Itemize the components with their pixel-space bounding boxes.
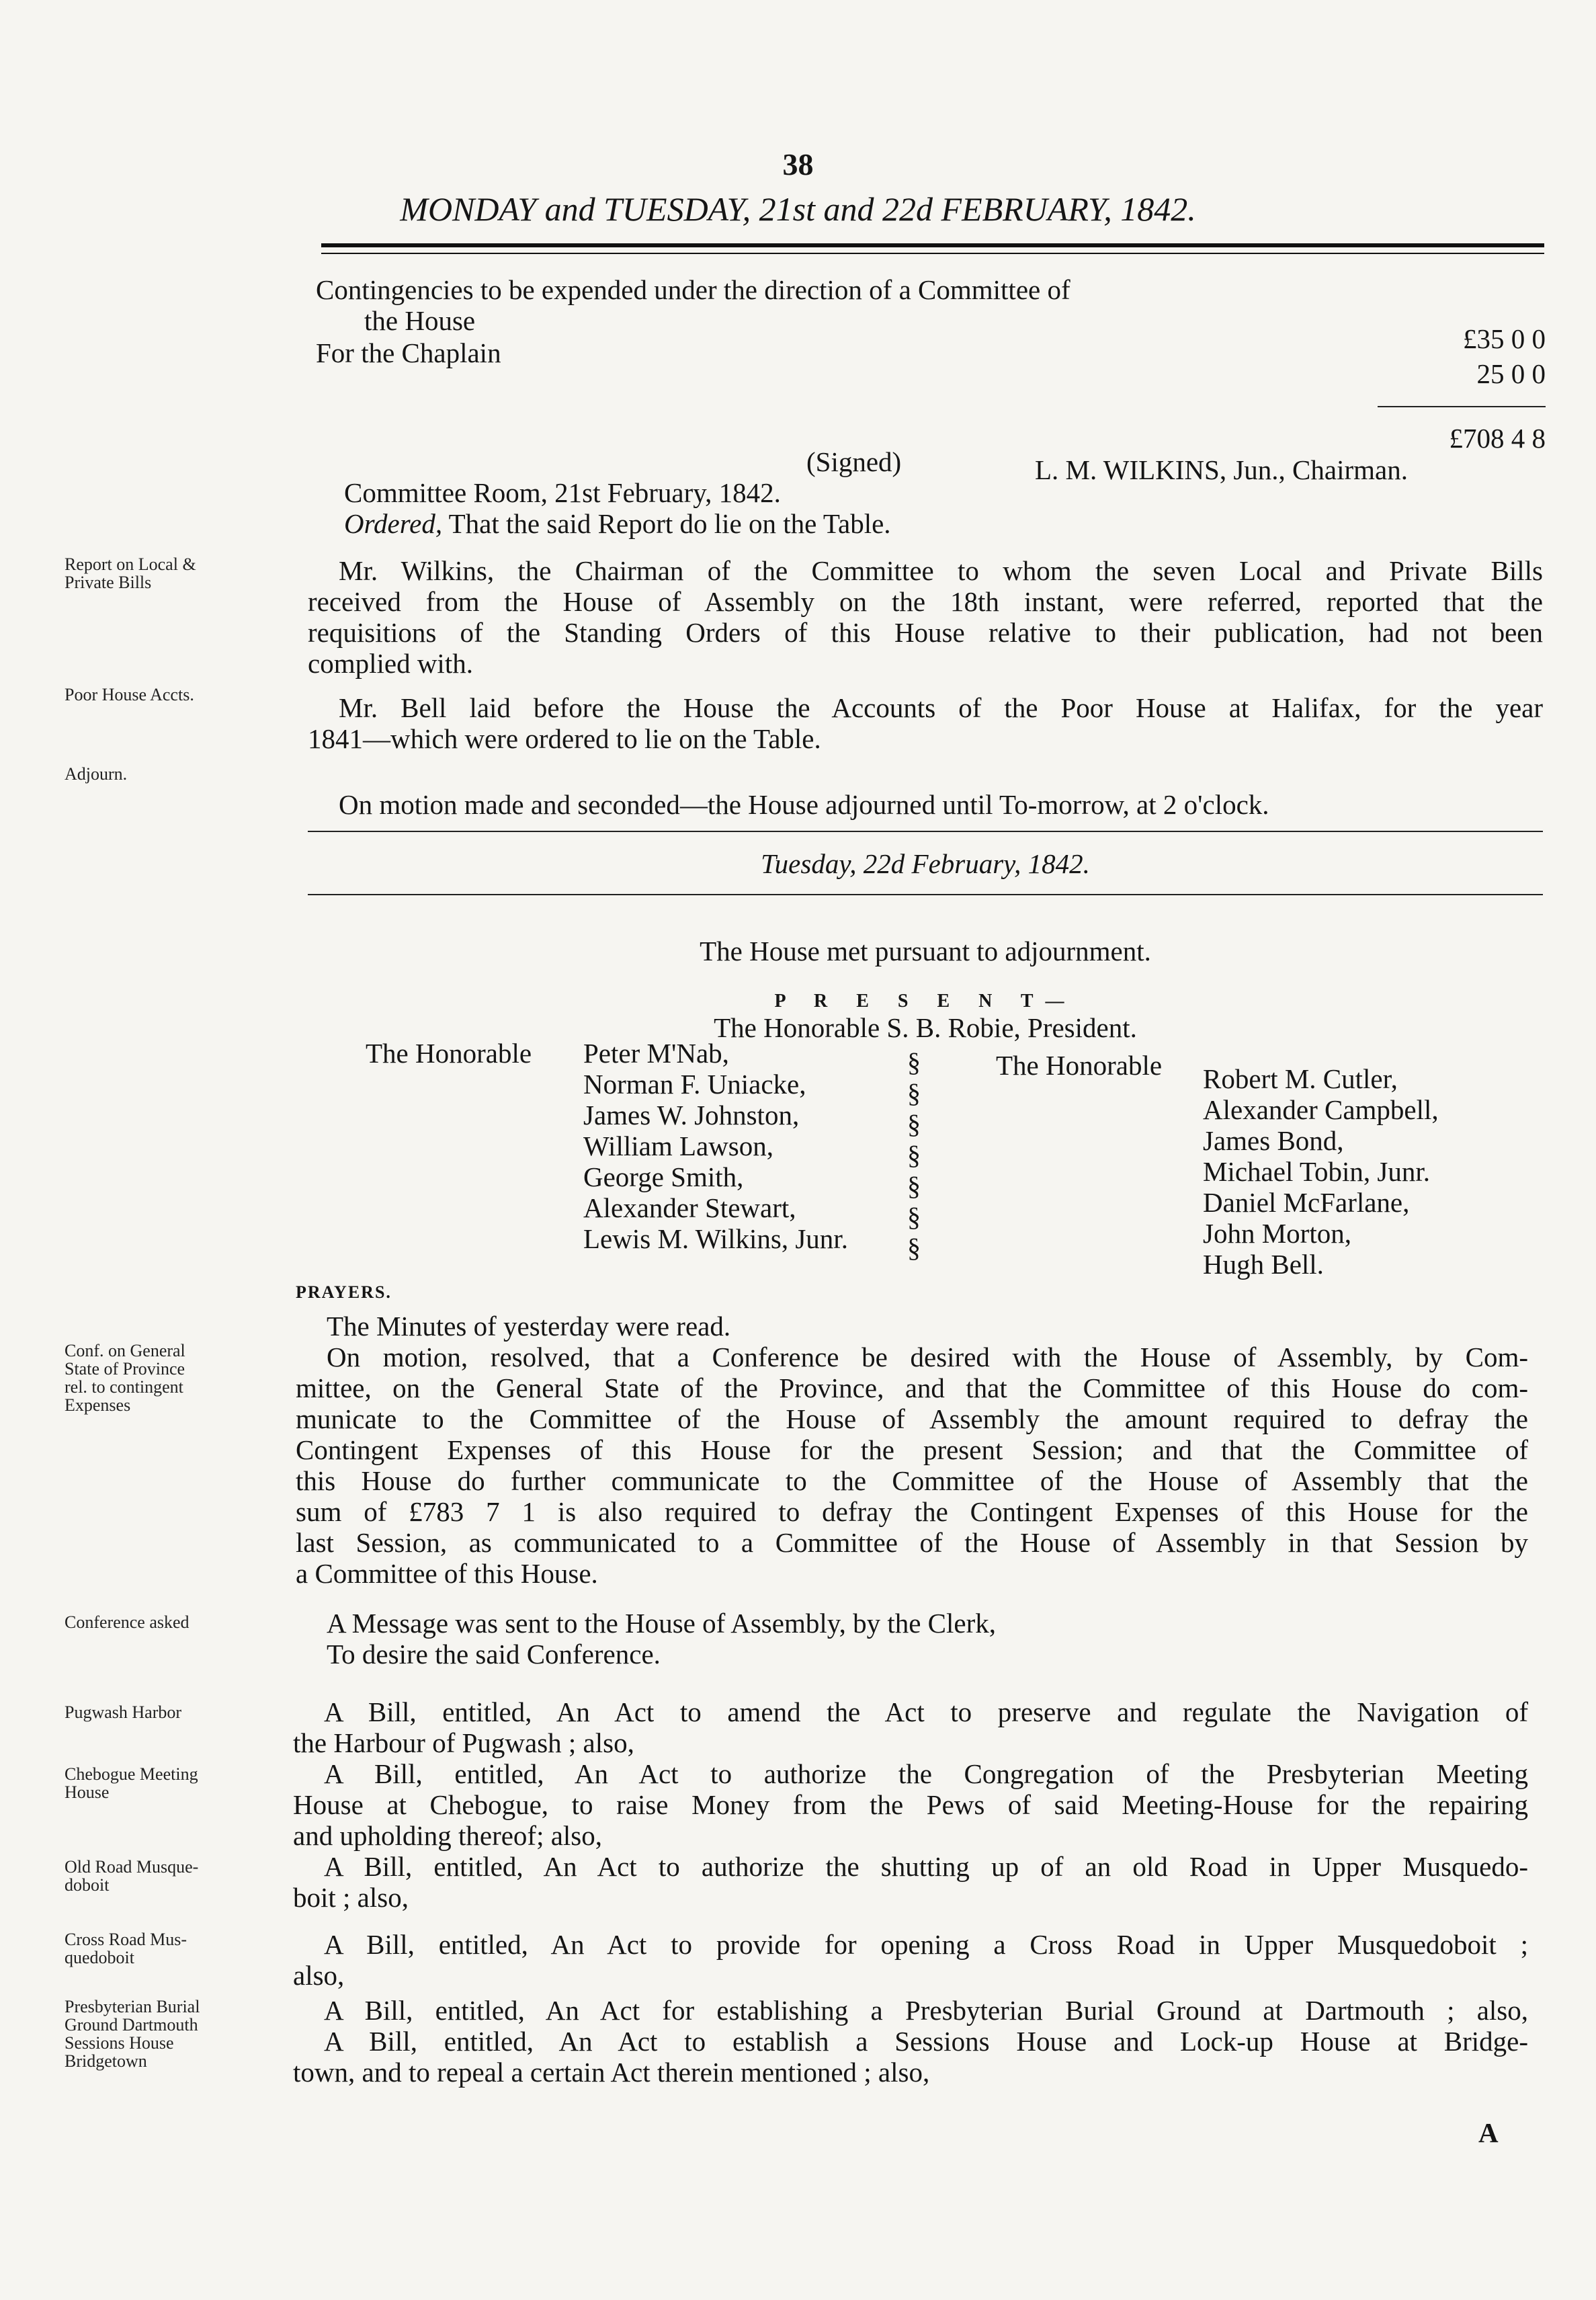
ordered-line (344, 508, 891, 539)
margin-note-conference-asked: Conference asked (65, 1612, 190, 1632)
page-number: 38 (782, 147, 814, 181)
member: Lewis M. Wilkins, Junr. (583, 1223, 848, 1254)
members-right (1203, 1063, 1439, 1280)
chairman-signature: L. M. WILKINS, Jun., Chairman. (1035, 454, 1408, 485)
running-head: MONDAY and TUESDAY, 21st and 22d FEBRUARY, 1842. (400, 190, 1196, 228)
met-line: The House met pursuant to adjournment. (700, 936, 1151, 967)
member: Peter M'Nab, (583, 1038, 729, 1069)
wilkins-paragraph: Mr. Wilkins, the Chairman of the Committee to whom the seven Local and Private Bills received from the House of Assembly on the 18th instant, were referred, reported that the requisitions of the Standing Orders of this House relative to their publication, had not been complied with. (308, 555, 1543, 679)
margin-note-old-road: Old Road Musque- doboit (65, 1857, 199, 1895)
member: Daniel McFarlane, (1203, 1187, 1410, 1218)
member: James W. Johnston, (583, 1100, 800, 1131)
the-honorable-right: The Honorable (996, 1050, 1163, 1081)
committee-room-date: Committee Room, 21st February, 1842. (344, 477, 781, 508)
header-rule-thick (321, 243, 1544, 247)
conference-paragraph: On motion, resolved, that a Conference be desired with the House of Assembly, by Com- mittee, on the General State of the Province, and that the Committee of this House do com- municate to the Committee of the House of Assembly the amount required to defray the Contingent Expenses of this House for the present Session; and that the Committee of this House do further communicate to the Committee of the House of Assembly that the sum of £783 7 1 is also required to defray the Contingent Expenses of this House for the last Session, as communicated to a Committee of the House of Assembly in that Session by a Committee of this House. (296, 1342, 1528, 1589)
ordered-word: Ordered, (344, 508, 443, 539)
signed-mark: (Signed) (806, 446, 902, 477)
bill-sessions: A Bill, entitled, An Act to establish a Sessions House and Lock-up House at Bridge- town, and to repeal a certain Act therein mentioned ; also, (293, 2026, 1528, 2088)
bill-cross-road: A Bill, entitled, An Act to provide for opening a Cross Road in Upper Musquedoboit ; also, (293, 1929, 1528, 1991)
header-rule-thin (321, 253, 1544, 254)
member: Alexander Campbell, (1203, 1094, 1439, 1125)
member: Alexander Stewart, (583, 1192, 796, 1223)
margin-note-poor-house: Poor House Accts. (65, 685, 194, 704)
the-honorable-left: The Honorable (366, 1038, 532, 1069)
margin-note-sessions: Sessions House Bridgetown (65, 2033, 174, 2071)
member: Hugh Bell. (1203, 1249, 1324, 1280)
member: Michael Tobin, Junr. (1203, 1156, 1431, 1187)
member: George Smith, (583, 1161, 744, 1192)
total-amount: £708 4 8 (1449, 423, 1546, 454)
section-marks: § § § § § § § (907, 1047, 921, 1263)
member: James Bond, (1203, 1125, 1344, 1156)
member: Norman F. Uniacke, (583, 1069, 806, 1100)
margin-note-cross-road: Cross Road Mus- quedoboit (65, 1930, 187, 1967)
prayers-heading: PRAYERS. (296, 1282, 392, 1302)
catchword: A (1478, 2117, 1499, 2148)
margin-note-presbyterian: Presbyterian Burial Ground Dartmouth (65, 1997, 200, 2035)
section-rule-bottom (308, 894, 1543, 895)
president-line: The Honorable S. B. Robie, President. (714, 1012, 1137, 1043)
contingencies-line-1: Contingencies to be expended under the direction of a Committee of (316, 274, 1070, 305)
minutes-line: The Minutes of yesterday were read. (327, 1311, 731, 1342)
chaplain-label: For the Chaplain (316, 337, 501, 368)
chaplain-amount: 25 0 0 (1476, 358, 1546, 389)
margin-note-pugwash: Pugwash Harbor (65, 1702, 182, 1722)
margin-note-chebogue: Chebogue Meeting House (65, 1764, 198, 1802)
bill-presbyterian: A Bill, entitled, An Act for establishing a Presbyterian Burial Ground at Dartmouth ; also, (324, 1995, 1528, 2026)
margin-note-report: Report on Local & Private Bills (65, 555, 196, 592)
ordered-text: That the said Report do lie on the Table. (448, 508, 891, 539)
bill-chebogue: A Bill, entitled, An Act to authorize the Congregation of the Presbyterian Meeting House at Chebogue, to raise Money from the Pews of said Meeting-House for the repairing and upholding thereof; also, (293, 1758, 1528, 1851)
members-left (583, 1038, 848, 1254)
contingencies-line-2: the House (364, 305, 476, 336)
message-paragraph: A Message was sent to the House of Assembly, by the Clerk, To desire the said Conference. (327, 1608, 997, 1670)
margin-note-adjourn: Adjourn. (65, 764, 128, 784)
section-rule-top (308, 831, 1543, 832)
contingencies-amount: £35 0 0 (1463, 323, 1546, 354)
margin-note-conference: Conf. on General State of Province rel. to contingent Expenses (65, 1341, 185, 1415)
bill-pugwash: A Bill, entitled, An Act to amend the Act to preserve and regulate the Navigation of the Harbour of Pugwash ; also, (293, 1696, 1528, 1758)
tuesday-heading: Tuesday, 22d February, 1842. (761, 848, 1090, 879)
member: John Morton, (1203, 1218, 1351, 1249)
present-heading: P R E S E N T— (774, 991, 1077, 1012)
bell-paragraph: Mr. Bell laid before the House the Accounts of the Poor House at Halifax, for the year 1841—which were ordered to lie on the Table. (308, 692, 1543, 754)
member: Robert M. Cutler, (1203, 1063, 1398, 1094)
bill-old-road: A Bill, entitled, An Act to authorize the shutting up of an old Road in Upper Musquedo- boit ; also, (293, 1851, 1528, 1913)
member: William Lawson, (583, 1131, 774, 1161)
adjourn-paragraph: On motion made and seconded—the House adjourned until To-morrow, at 2 o'clock. (339, 789, 1269, 820)
total-rule (1378, 406, 1546, 407)
